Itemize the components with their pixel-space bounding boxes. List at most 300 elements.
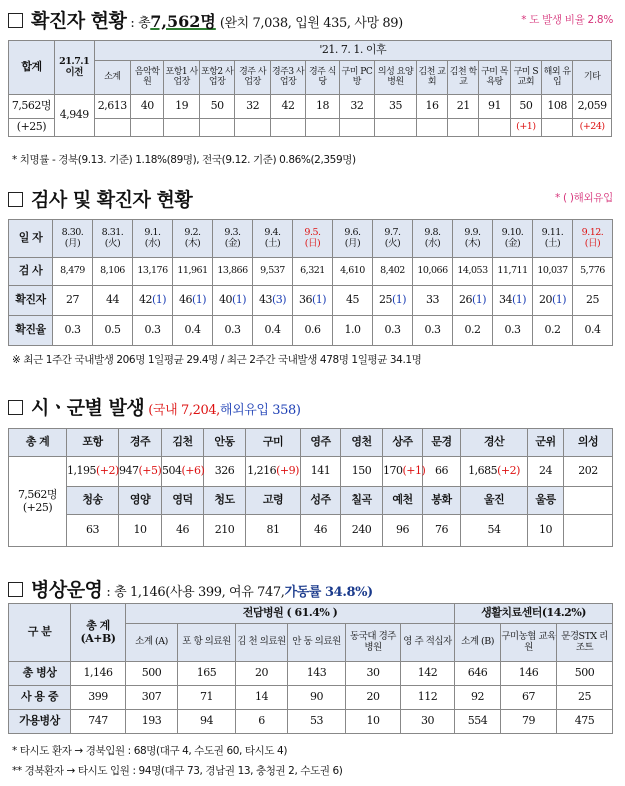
total-value: 7,562명 [9, 95, 55, 119]
header-hospital: 전담병원 ( 61.4% ) [126, 604, 455, 624]
cases-value [493, 286, 533, 316]
column-value: 16 [416, 95, 447, 119]
bed-value: 67 [501, 686, 557, 710]
region-value: 10 [119, 515, 162, 547]
total-increase: (+25) [22, 500, 53, 514]
square-bullet-icon [8, 192, 23, 207]
date-day: 9.12. [581, 227, 604, 239]
column-header: 경주3 사업장 [270, 61, 305, 95]
column-header: 포항2 사업장 [199, 61, 234, 95]
cases-count: 34 [498, 293, 512, 307]
cases-count: 33 [426, 293, 439, 307]
date-day: 9.9. [464, 227, 481, 239]
rate-value: 0.5 [93, 316, 133, 346]
region-count: 24 [539, 464, 552, 478]
region-value [564, 457, 613, 487]
cases-value [333, 286, 373, 316]
date-day: 8.30. [61, 227, 84, 239]
region-name: 문경 [423, 429, 461, 457]
tests-value: 11,961 [173, 258, 213, 286]
total-confirmed: 7,562명 [150, 12, 216, 31]
region-value [383, 457, 426, 487]
tests-value: 4,610 [333, 258, 373, 286]
region-name: 청송 [67, 487, 119, 515]
region-increase: (+6) [181, 464, 205, 478]
rate-value: 0.2 [453, 316, 493, 346]
cases-count: 45 [346, 293, 359, 307]
cases-value [213, 286, 253, 316]
column-increase [131, 119, 164, 137]
column-increase [270, 119, 305, 137]
column-header: 경주 사업장 [235, 61, 270, 95]
date-weekday: (月) [344, 237, 361, 249]
date-header [493, 220, 533, 258]
rate-value: 0.4 [573, 316, 613, 346]
tests-value: 14,053 [453, 258, 493, 286]
header-total: 합계 [9, 41, 55, 95]
date-day: 9.7. [384, 227, 401, 239]
bed-value: 6 [236, 710, 288, 734]
bed-value: 747 [71, 710, 126, 734]
rate-value: 0.4 [253, 316, 293, 346]
fatality-footnote: * 치명률 - 경북(9.13. 기준) 1.18%(89명), 전국(9.12. 기준) 0.86%(2,359명) [12, 154, 356, 166]
total-increase: (+25) [9, 119, 55, 137]
date-weekday: (火) [104, 237, 121, 249]
date-header [373, 220, 413, 258]
tests-value: 10,066 [413, 258, 453, 286]
occupancy-rate: 가동률 34.8%) [284, 585, 373, 600]
column-header: 구미 PC방 [339, 61, 374, 95]
region-name: 봉화 [423, 487, 461, 515]
column-increase [94, 119, 131, 137]
rate-value: 0.3 [213, 316, 253, 346]
section-confirmed-header [8, 6, 403, 33]
region-name: 울진 [461, 487, 528, 515]
date-day: 9.3. [224, 227, 241, 239]
row-label: 총 병상 [9, 662, 71, 686]
rate-value: 0.3 [373, 316, 413, 346]
cases-count: 25 [378, 293, 392, 307]
cases-overseas: (1) [391, 293, 407, 307]
region-name: 고령 [246, 487, 301, 515]
date-header [93, 220, 133, 258]
region-count: 1,685 [468, 464, 498, 478]
regions-table [8, 428, 613, 547]
cases-count: 43 [258, 293, 272, 307]
region-value: 210 [204, 515, 246, 547]
region-count: 1,195 [67, 464, 96, 478]
bed-value: 146 [501, 662, 557, 686]
region-value: 63 [67, 515, 119, 547]
region-count: 947 [119, 464, 139, 478]
row-label-cases: 확진자 [9, 286, 53, 316]
region-count: 170 [383, 464, 403, 478]
cases-overseas: (1) [191, 293, 207, 307]
cases-value [253, 286, 293, 316]
region-value: 54 [461, 515, 528, 547]
empty-cell [564, 487, 613, 515]
cases-value [133, 286, 173, 316]
date-weekday: (火) [384, 237, 401, 249]
column-header: 김천 학교 [448, 61, 479, 95]
column-increase [199, 119, 234, 137]
date-weekday: (水) [144, 237, 161, 249]
cases-value [53, 286, 93, 316]
region-count: 202 [578, 464, 598, 478]
rate-value: 1.0 [333, 316, 373, 346]
region-value [461, 457, 528, 487]
region-name: 의성 [564, 429, 613, 457]
row-label-tests: 검 사 [9, 258, 53, 286]
region-name: 영양 [119, 487, 162, 515]
column-value: 2,059 [573, 95, 612, 119]
region-value: 240 [341, 515, 383, 547]
date-weekday: (日) [304, 237, 321, 249]
section-tests-header [8, 185, 192, 212]
empty-cell [564, 515, 613, 547]
date-weekday: (金) [224, 237, 241, 249]
date-day: 8.31. [101, 227, 124, 239]
weekly-footnote: ※ 최근 1주간 국내발생 206명 1일평균 29.4명 / 최근 2주간 국내발생 478명 1일평균 34.1명 [12, 354, 422, 366]
region-value [162, 457, 204, 487]
date-day: 9.6. [344, 227, 361, 239]
section-title: 시ㆍ군별 발생 [31, 397, 145, 419]
tests-value: 13,866 [213, 258, 253, 286]
rate-value: 0.3 [493, 316, 533, 346]
column-header: 소계 [94, 61, 131, 95]
total-cell [9, 457, 67, 547]
bed-value: 165 [178, 662, 236, 686]
column-header: 구미 S교회 [510, 61, 541, 95]
row-label: 사 용 중 [9, 686, 71, 710]
region-name: 군위 [528, 429, 564, 457]
overseas-note: * ( )해외유입 [555, 192, 613, 204]
overseas-count: 해외유입 358) [219, 403, 301, 418]
rate-value: 0.2 [533, 316, 573, 346]
column-value: 21 [448, 95, 479, 119]
region-name: 김천 [162, 429, 204, 457]
region-name: 구미 [246, 429, 301, 457]
column-value: 40 [131, 95, 164, 119]
confirmed-table [8, 40, 612, 137]
bed-value: 30 [401, 710, 455, 734]
date-day: 9.10. [501, 227, 524, 239]
region-value: 76 [423, 515, 461, 547]
tests-value: 8,106 [93, 258, 133, 286]
region-name: 포항 [67, 429, 119, 457]
column-header: 포항1 사업장 [164, 61, 199, 95]
bed-value: 646 [455, 662, 501, 686]
region-increase: (+5) [138, 464, 162, 478]
region-name: 영천 [341, 429, 383, 457]
bed-value: 94 [178, 710, 236, 734]
date-weekday: (月) [64, 237, 81, 249]
region-name: 경주 [119, 429, 162, 457]
date-weekday: (土) [544, 237, 561, 249]
column-increase [479, 119, 510, 137]
bed-value: 53 [288, 710, 346, 734]
section-title: 병상운영 [31, 579, 103, 601]
date-header [173, 220, 213, 258]
region-value [246, 457, 301, 487]
hospital-column: 영 주 적십자 [401, 624, 455, 662]
hospital-column: 김 천 의료원 [236, 624, 288, 662]
outbound-footnote: ** 경북환자 → 타시도 입원 : 94명(대구 73, 경남권 13, 충청권 2, 수도권 6) [12, 765, 343, 777]
center-column: 문경STX 리조트 [557, 624, 613, 662]
tests-value: 5,776 [573, 258, 613, 286]
cases-value [93, 286, 133, 316]
region-value [301, 457, 341, 487]
center-column: 소계 (B) [455, 624, 501, 662]
cases-value [173, 286, 213, 316]
total-value: 7,562명 [17, 488, 58, 502]
cases-value [533, 286, 573, 316]
bed-value: 475 [557, 710, 613, 734]
date-day: 9.5. [304, 227, 321, 239]
region-name: 울릉 [528, 487, 564, 515]
column-header: 구미 목욕탕 [479, 61, 510, 95]
date-header [213, 220, 253, 258]
summary-prefix: : 총 [130, 16, 151, 31]
bed-value: 25 [557, 686, 613, 710]
cases-value [453, 286, 493, 316]
region-name: 상주 [383, 429, 423, 457]
region-value [341, 457, 383, 487]
cases-count: 26 [458, 293, 472, 307]
tests-value: 9,537 [253, 258, 293, 286]
date-header [573, 220, 613, 258]
bed-value: 399 [71, 686, 126, 710]
region-value: 10 [528, 515, 564, 547]
bed-value: 71 [178, 686, 236, 710]
column-value: 2,613 [94, 95, 131, 119]
tests-value: 8,402 [373, 258, 413, 286]
square-bullet-icon [8, 13, 23, 28]
region-name: 경산 [461, 429, 528, 457]
column-header: 해외 유입 [541, 61, 572, 95]
region-name: 예천 [383, 487, 423, 515]
rate-value: 0.4 [173, 316, 213, 346]
date-header [293, 220, 333, 258]
section-beds-header [8, 575, 373, 602]
cases-overseas: (1) [471, 293, 487, 307]
cases-value [293, 286, 333, 316]
cases-overseas: (3) [271, 293, 287, 307]
square-bullet-icon [8, 400, 23, 415]
date-header [333, 220, 373, 258]
region-increase: (+2) [96, 464, 119, 478]
date-header [133, 220, 173, 258]
region-increase: (+9) [276, 464, 299, 478]
row-label: 가용병상 [9, 710, 71, 734]
region-name: 안동 [204, 429, 246, 457]
cases-count: 44 [106, 293, 119, 307]
column-increase [448, 119, 479, 137]
section-title: 검사 및 확진자 현황 [31, 189, 193, 211]
column-value: 32 [235, 95, 270, 119]
date-header [533, 220, 573, 258]
center-column: 구미농협 교육원 [501, 624, 557, 662]
cases-count: 27 [66, 293, 79, 307]
tests-value: 8,479 [53, 258, 93, 286]
column-increase [164, 119, 199, 137]
bed-value: 20 [346, 686, 401, 710]
cases-count: 25 [586, 293, 599, 307]
before-value: 4,949 [54, 95, 94, 137]
column-header: 음악학원 [131, 61, 164, 95]
column-value: 18 [306, 95, 339, 119]
tests-value: 11,711 [493, 258, 533, 286]
region-increase: (+1) [402, 464, 426, 478]
column-increase [416, 119, 447, 137]
column-increase [235, 119, 270, 137]
column-value: 50 [510, 95, 541, 119]
cases-overseas: (1) [231, 293, 247, 307]
breakdown: (완치 7,038, 입원 435, 사망 89) [219, 16, 403, 31]
bed-value: 142 [401, 662, 455, 686]
date-header [253, 220, 293, 258]
column-increase [339, 119, 374, 137]
section-regions-header [8, 393, 301, 420]
region-increase: (+2) [497, 464, 520, 478]
date-weekday: (木) [464, 237, 481, 249]
column-header: 김천 교회 [416, 61, 447, 95]
column-header: 기타 [573, 61, 612, 95]
cases-overseas: (1) [151, 293, 167, 307]
column-value: 50 [199, 95, 234, 119]
column-header: 의성 요양병원 [375, 61, 417, 95]
region-name: 영덕 [162, 487, 204, 515]
bed-value: 30 [346, 662, 401, 686]
rate-value: 0.3 [413, 316, 453, 346]
inbound-footnote: * 타시도 환자 → 경북입원 : 68명(대구 4, 수도권 60, 타시도 4) [12, 745, 288, 757]
tests-value: 13,176 [133, 258, 173, 286]
column-increase [375, 119, 417, 137]
section-title: 확진자 현황 [31, 10, 127, 32]
rate-value: 0.3 [133, 316, 173, 346]
region-name: 영주 [301, 429, 341, 457]
date-weekday: (水) [424, 237, 441, 249]
tests-value: 10,037 [533, 258, 573, 286]
region-count: 1,216 [247, 464, 277, 478]
date-header [413, 220, 453, 258]
column-value: 19 [164, 95, 199, 119]
date-day: 9.8. [424, 227, 441, 239]
header-total: 총 계 [9, 429, 67, 457]
cases-count: 46 [178, 293, 192, 307]
bed-value: 143 [288, 662, 346, 686]
region-value [423, 457, 461, 487]
region-count: 326 [214, 464, 235, 478]
region-name: 칠곡 [341, 487, 383, 515]
cases-overseas: (1) [511, 293, 527, 307]
date-header [53, 220, 93, 258]
bed-value: 79 [501, 710, 557, 734]
bed-value: 554 [455, 710, 501, 734]
region-name: 청도 [204, 487, 246, 515]
row-label-rate: 확진율 [9, 316, 53, 346]
bed-value: 112 [401, 686, 455, 710]
region-value: 81 [246, 515, 301, 547]
region-value: 46 [162, 515, 204, 547]
region-value [528, 457, 564, 487]
header-before: 21.7.1 이전 [54, 41, 94, 95]
column-increase [541, 119, 572, 137]
region-value: 96 [383, 515, 423, 547]
bed-value: 307 [126, 686, 178, 710]
row-label-date: 일 자 [9, 220, 53, 258]
region-value [119, 457, 162, 487]
cases-value [573, 286, 613, 316]
cases-count: 36 [298, 293, 312, 307]
region-value [67, 457, 119, 487]
date-weekday: (金) [504, 237, 521, 249]
date-weekday: (日) [584, 237, 601, 249]
column-value: 108 [541, 95, 572, 119]
cases-value [373, 286, 413, 316]
region-count: 504 [162, 464, 182, 478]
cases-count: 42 [138, 293, 152, 307]
domestic-count: (국내 7,204, [148, 403, 220, 418]
column-increase [306, 119, 339, 137]
hospital-column: 소계 (A) [126, 624, 178, 662]
region-count: 66 [435, 464, 448, 478]
hospital-column: 동국대 경주병원 [346, 624, 401, 662]
column-value: 91 [479, 95, 510, 119]
cases-overseas: (1) [551, 293, 567, 307]
column-increase: (+1) [510, 119, 541, 137]
header-total: 총 계 (A+B) [71, 604, 126, 662]
region-count: 150 [351, 464, 372, 478]
column-increase: (+24) [573, 119, 612, 137]
cases-count: 40 [218, 293, 232, 307]
date-day: 9.11. [541, 227, 564, 239]
beds-summary: : 총 1,146(사용 399, 여유 747, [106, 585, 285, 600]
cases-value [413, 286, 453, 316]
region-value: 46 [301, 515, 341, 547]
rate-value: 0.3 [53, 316, 93, 346]
tests-table [8, 219, 613, 346]
header-group: 구 분 [9, 604, 71, 662]
square-bullet-icon [8, 582, 23, 597]
column-header: 경주 식당 [306, 61, 339, 95]
header-center: 생활치료센터(14.2%) [455, 604, 613, 624]
column-value: 32 [339, 95, 374, 119]
date-day: 9.4. [264, 227, 281, 239]
bed-value: 20 [236, 662, 288, 686]
column-value: 35 [375, 95, 417, 119]
cases-count: 20 [538, 293, 552, 307]
cases-overseas: (1) [311, 293, 327, 307]
region-name: 성주 [301, 487, 341, 515]
date-weekday: (土) [264, 237, 281, 249]
date-day: 9.1. [144, 227, 161, 239]
column-value: 42 [270, 95, 305, 119]
tests-value: 6,321 [293, 258, 333, 286]
date-weekday: (木) [184, 237, 201, 249]
hospital-column: 포 항 의료원 [178, 624, 236, 662]
bed-value: 90 [288, 686, 346, 710]
bed-value: 10 [346, 710, 401, 734]
date-header [453, 220, 493, 258]
province-ratio-note: * 도 발생 비율 2.8% [521, 14, 613, 26]
rate-value: 0.6 [293, 316, 333, 346]
region-count: 141 [310, 464, 331, 478]
bed-value: 500 [126, 662, 178, 686]
bed-value: 193 [126, 710, 178, 734]
region-value [204, 457, 246, 487]
date-day: 9.2. [184, 227, 201, 239]
